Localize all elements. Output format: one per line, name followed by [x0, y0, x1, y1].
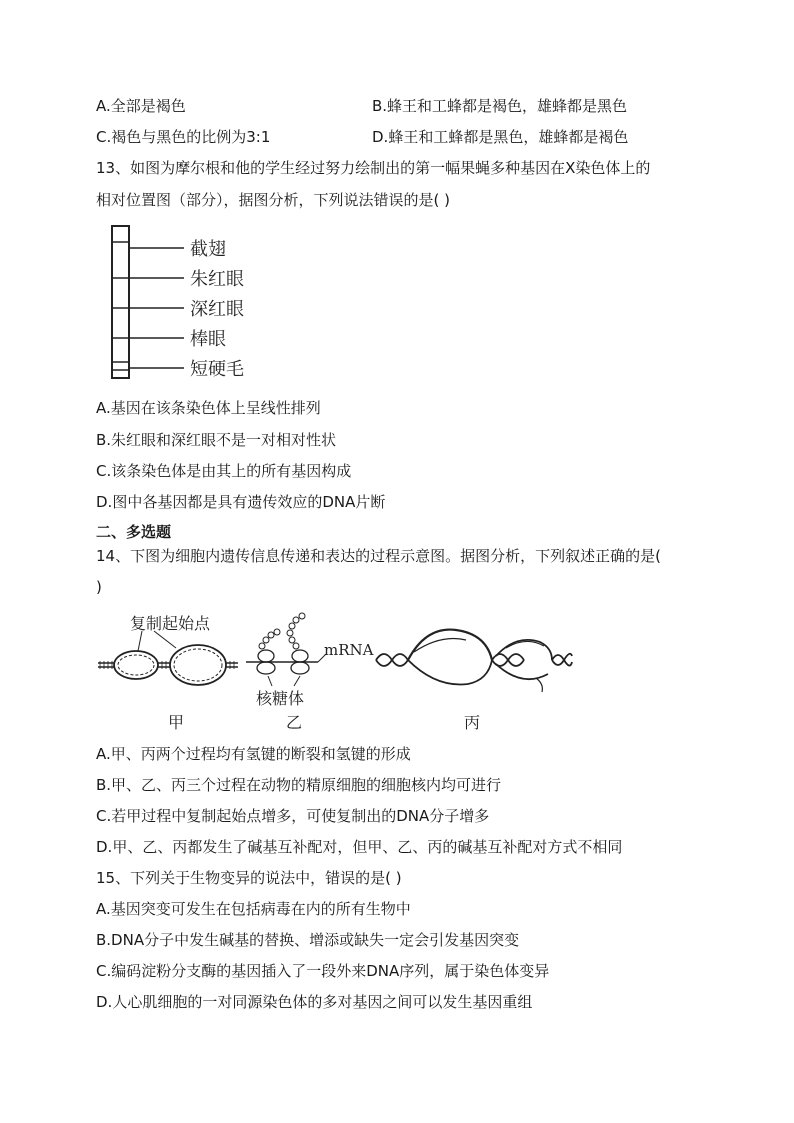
q12-option-d: D.蜂王和工蜂都是黑色，雄蜂都是褐色 [372, 128, 629, 146]
ribosome-large-subunit-icon [291, 662, 309, 674]
gene-label-carmine-eye: 深红眼 [190, 299, 244, 320]
q15-stem: 15、下列关于生物变异的说法中，错误的是( ) [96, 869, 402, 887]
q12-option-b: B.蜂王和工蜂都是褐色，雄蜂都是黑色 [372, 97, 628, 115]
q14-option-b: B.甲、乙、丙三个过程在动物的精原细胞的细胞核内均可进行 [96, 776, 502, 794]
label-ribosome: 核糖体 [256, 689, 305, 708]
q14-stem-line1: 14、下图为细胞内遗传信息传递和表达的过程示意图。据图分析，下列叙述正确的是( [96, 547, 661, 565]
q15-option-b: B.DNA分子中发生碱基的替换、增添或缺失一定会引发基因突变 [96, 931, 520, 949]
ribosome-large-subunit-icon [257, 662, 275, 674]
q15-option-c: C.编码淀粉分支酶的基因插入了一段外来DNA序列，属于染色体变异 [96, 962, 550, 980]
label-replication-origin: 复制起始点 [130, 614, 211, 633]
q14-option-a: A.甲、丙两个过程均有氢键的断裂和氢键的形成 [96, 745, 411, 763]
gene-label-bar-eye: 棒眼 [190, 329, 226, 350]
q13-stem-line2: 相对位置图（部分），据图分析，下列说法错误的是( ) [96, 191, 450, 209]
q12-option-c: C.褐色与黑色的比例为3:1 [96, 128, 271, 146]
gene-expression-process-figure [96, 604, 576, 736]
q14-option-d: D.甲、乙、丙都发生了碱基互补配对，但甲、乙、丙的碱基互补配对方式不相同 [96, 838, 623, 856]
q13-option-b: B.朱红眼和深红眼不是一对相对性状 [96, 431, 337, 449]
q14-stem-line2: ) [96, 578, 102, 596]
ribosome-small-subunit-icon [292, 650, 308, 662]
panel-translation [246, 613, 326, 686]
q13-option-a: A.基因在该条染色体上呈线性排列 [96, 399, 321, 417]
chromosome-gene-map-figure [100, 222, 280, 384]
q13-stem-line1: 13、如图为摩尔根和他的学生经过努力绘制出的第一幅果蝇多种基因在X染色体上的 [96, 159, 651, 177]
q12-option-a: A.全部是褐色 [96, 97, 186, 115]
q13-option-d: D.图中各基因都是具有遗传效应的DNA片断 [96, 493, 386, 511]
gene-label-short-bristle: 短硬毛 [190, 359, 244, 380]
panel-transcription [376, 630, 572, 692]
panel-replication [98, 631, 238, 685]
panel-label-yi: 乙 [286, 713, 303, 732]
label-mrna: mRNA [324, 641, 374, 659]
q15-option-a: A.基因突变可发生在包括病毒在内的所有生物中 [96, 900, 411, 918]
section-title-multiple-choice: 二、多选题 [96, 523, 172, 541]
q15-option-d: D.人心肌细胞的一对同源染色体的多对基因之间可以发生基因重组 [96, 993, 533, 1011]
x-chromosome [112, 226, 129, 378]
q14-option-c: C.若甲过程中复制起始点增多，可使复制出的DNA分子增多 [96, 807, 490, 825]
gene-label-vermilion-eye: 朱红眼 [190, 269, 244, 290]
panel-label-bing: 丙 [464, 713, 481, 732]
panel-label-jia: 甲 [168, 713, 185, 732]
q13-option-c: C.该条染色体是由其上的所有基因构成 [96, 462, 352, 480]
gene-label-cut-wing: 截翅 [190, 239, 226, 260]
ribosome-small-subunit-icon [258, 650, 274, 662]
